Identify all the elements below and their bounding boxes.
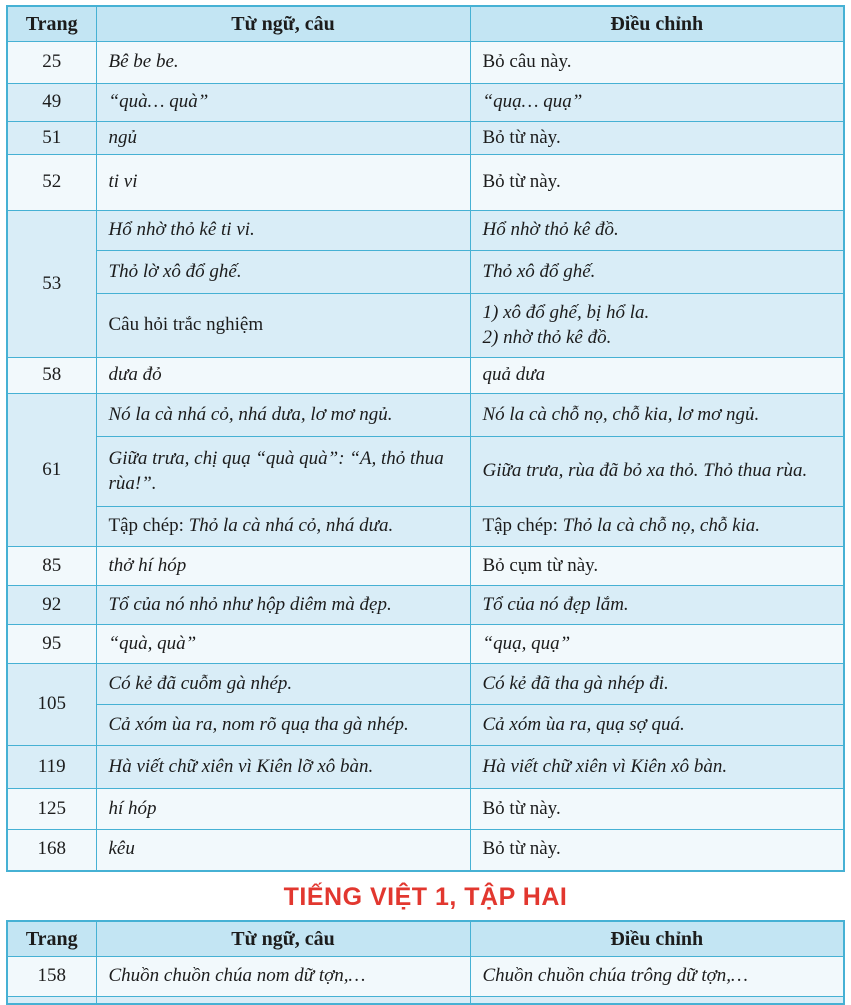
adjustment-cell	[470, 507, 844, 547]
page-number-cell: 119	[7, 746, 96, 789]
table-row	[7, 830, 844, 871]
page-number-cell: 92	[7, 586, 96, 625]
adjustment-cell	[470, 122, 844, 155]
text-segment: quả dưa	[483, 364, 546, 385]
table-row	[7, 122, 844, 155]
text-segment: Bỏ từ này.	[483, 127, 561, 148]
text-segment: Có kẻ đã cuỗm gà nhép.	[109, 673, 293, 694]
text-segment: 1) xô đổ ghế, bị hổ la.	[483, 302, 650, 323]
original-text-cell	[96, 547, 470, 586]
adjustment-cell	[470, 586, 844, 625]
table-row	[7, 84, 844, 122]
original-text-cell	[96, 705, 470, 746]
text-segment: Cả xóm ùa ra, nom rõ quạ tha gà nhép.	[109, 714, 409, 735]
page-number-cell: 53	[7, 211, 96, 358]
text-segment: Nó la cà nhá cỏ, nhá dưa, lơ mơ ngủ.	[109, 404, 393, 425]
table-body	[7, 42, 844, 871]
text-segment: Thỏ la cà chỗ nọ, chỗ kia.	[563, 515, 760, 536]
text-segment: Chuồn chuồn chúa nom dữ tợn,…	[109, 965, 366, 986]
text-segment: Thỏ la cà nhá cỏ, nhá dưa.	[189, 515, 394, 536]
original-text-cell	[96, 957, 470, 997]
table-row	[7, 437, 844, 507]
adjustment-cell	[470, 251, 844, 294]
text-segment: dưa đỏ	[109, 364, 162, 385]
text-segment: Bỏ từ này.	[483, 171, 561, 192]
adjustment-cell	[470, 547, 844, 586]
text-segment: Bỏ từ này.	[483, 798, 561, 819]
original-text-cell	[96, 122, 470, 155]
text-segment: “quà, quà”	[109, 633, 197, 654]
text-segment: “quà… quà”	[109, 91, 209, 112]
adjustment-cell	[470, 830, 844, 871]
page-number-cell: 52	[7, 155, 96, 211]
text-segment: ngủ	[109, 127, 138, 148]
text-segment: Giữa trưa, chị quạ “quà quà”: “A, thỏ thua rùa!”.	[109, 448, 444, 494]
page-number-cell: 105	[7, 664, 96, 746]
original-text-cell	[96, 294, 470, 358]
header-row	[7, 6, 844, 42]
table-row	[7, 547, 844, 586]
column-header-2: Điều chỉnh	[470, 921, 844, 957]
correction-table-tap-mot	[6, 5, 845, 872]
adjustment-cell	[470, 625, 844, 664]
adjustment-cell	[470, 957, 844, 997]
table-row	[7, 211, 844, 251]
column-header-0: Trang	[7, 6, 96, 42]
text-segment: kêu	[109, 838, 135, 859]
page-number-cell: 168	[7, 830, 96, 871]
table-row	[7, 746, 844, 789]
text-segment: Cả xóm ùa ra, quạ sợ quá.	[483, 714, 685, 735]
page-number-cell: 125	[7, 789, 96, 830]
original-text-cell	[96, 830, 470, 871]
original-text-cell	[96, 746, 470, 789]
page-number-cell: 95	[7, 625, 96, 664]
column-header-0: Trang	[7, 921, 96, 957]
page-number-cell: 158	[7, 957, 96, 997]
adjustment-cell	[470, 789, 844, 830]
header-row	[7, 921, 844, 957]
original-text-cell	[96, 437, 470, 507]
table-row	[7, 789, 844, 830]
table-row	[7, 394, 844, 437]
partial-cell	[7, 997, 96, 1005]
table-row	[7, 586, 844, 625]
text-segment: “quạ… quạ”	[483, 91, 583, 112]
original-text-cell	[96, 42, 470, 84]
text-segment: ti vi	[109, 171, 138, 192]
partial-cell	[470, 997, 844, 1005]
adjustment-cell	[470, 155, 844, 211]
text-segment: “quạ, quạ”	[483, 633, 571, 654]
adjustment-cell	[470, 211, 844, 251]
original-text-cell	[96, 789, 470, 830]
table-row	[7, 358, 844, 394]
page-number-cell: 49	[7, 84, 96, 122]
page-number-cell: 51	[7, 122, 96, 155]
original-text-cell	[96, 507, 470, 547]
correction-table-tap-hai	[6, 920, 845, 1005]
table-row	[7, 957, 844, 997]
text-segment: Giữa trưa, rùa đã bỏ xa thỏ. Thỏ thua rùa.	[483, 460, 808, 481]
text-segment: Tổ của nó nhỏ như hộp diêm mà đẹp.	[109, 594, 392, 615]
table-row	[7, 625, 844, 664]
text-segment: Tập chép:	[109, 515, 189, 536]
table-row	[7, 155, 844, 211]
text-segment: Thỏ lờ xô đổ ghế.	[109, 261, 242, 282]
adjustment-cell	[470, 746, 844, 789]
table-header	[7, 921, 844, 957]
original-text-cell	[96, 358, 470, 394]
text-segment: Hà viết chữ xiên vì Kiên lỡ xô bàn.	[109, 756, 374, 777]
original-text-cell	[96, 155, 470, 211]
text-segment: Hổ nhờ thỏ kê đồ.	[483, 219, 619, 240]
page-number-cell: 85	[7, 547, 96, 586]
original-text-cell	[96, 586, 470, 625]
adjustment-cell	[470, 84, 844, 122]
original-text-cell	[96, 251, 470, 294]
partial-cutoff-row	[7, 997, 844, 1005]
table-row	[7, 664, 844, 705]
table-header	[7, 6, 844, 42]
text-segment: Chuồn chuồn chúa trông dữ tợn,…	[483, 965, 748, 986]
text-segment: Bỏ cụm từ này.	[483, 555, 599, 576]
text-segment: hí hóp	[109, 798, 157, 819]
text-segment: Bê be be.	[109, 51, 179, 72]
table-row	[7, 705, 844, 746]
table-section-tap-hai	[6, 920, 845, 1005]
text-segment: Câu hỏi trắc nghiệm	[109, 314, 264, 335]
table-row	[7, 42, 844, 84]
section-title: TIẾNG VIỆT 1, TẬP HAI	[6, 883, 845, 912]
table-section-tap-mot	[6, 5, 845, 872]
text-segment: Hổ nhờ thỏ kê ti vi.	[109, 219, 255, 240]
text-segment: Có kẻ đã tha gà nhép đi.	[483, 673, 669, 694]
adjustment-cell	[470, 664, 844, 705]
original-text-cell	[96, 394, 470, 437]
original-text-cell	[96, 625, 470, 664]
adjustment-cell	[470, 42, 844, 84]
text-segment: Thỏ xô đổ ghế.	[483, 261, 596, 282]
table-row	[7, 294, 844, 358]
table-row	[7, 251, 844, 294]
column-header-1: Từ ngữ, câu	[96, 921, 470, 957]
page-number-cell: 25	[7, 42, 96, 84]
partial-cell	[96, 997, 470, 1005]
original-text-cell	[96, 211, 470, 251]
text-segment: 2) nhờ thỏ kê đồ.	[483, 327, 612, 348]
table-row	[7, 507, 844, 547]
page-number-cell: 61	[7, 394, 96, 547]
text-segment: Tổ của nó đẹp lắm.	[483, 594, 629, 615]
original-text-cell	[96, 84, 470, 122]
adjustment-cell	[470, 394, 844, 437]
text-segment: Bỏ câu này.	[483, 51, 572, 72]
adjustment-cell	[470, 294, 844, 358]
column-header-1: Từ ngữ, câu	[96, 6, 470, 42]
adjustment-cell	[470, 358, 844, 394]
text-segment: Hà viết chữ xiên vì Kiên xô bàn.	[483, 756, 728, 777]
text-segment: Nó la cà chỗ nọ, chỗ kia, lơ mơ ngủ.	[483, 404, 760, 425]
text-segment: thở hí hóp	[109, 555, 187, 576]
column-header-2: Điều chỉnh	[470, 6, 844, 42]
adjustment-cell	[470, 705, 844, 746]
adjustment-cell	[470, 437, 844, 507]
original-text-cell	[96, 664, 470, 705]
text-segment: Bỏ từ này.	[483, 838, 561, 859]
page-number-cell: 58	[7, 358, 96, 394]
text-segment: Tập chép:	[483, 515, 563, 536]
